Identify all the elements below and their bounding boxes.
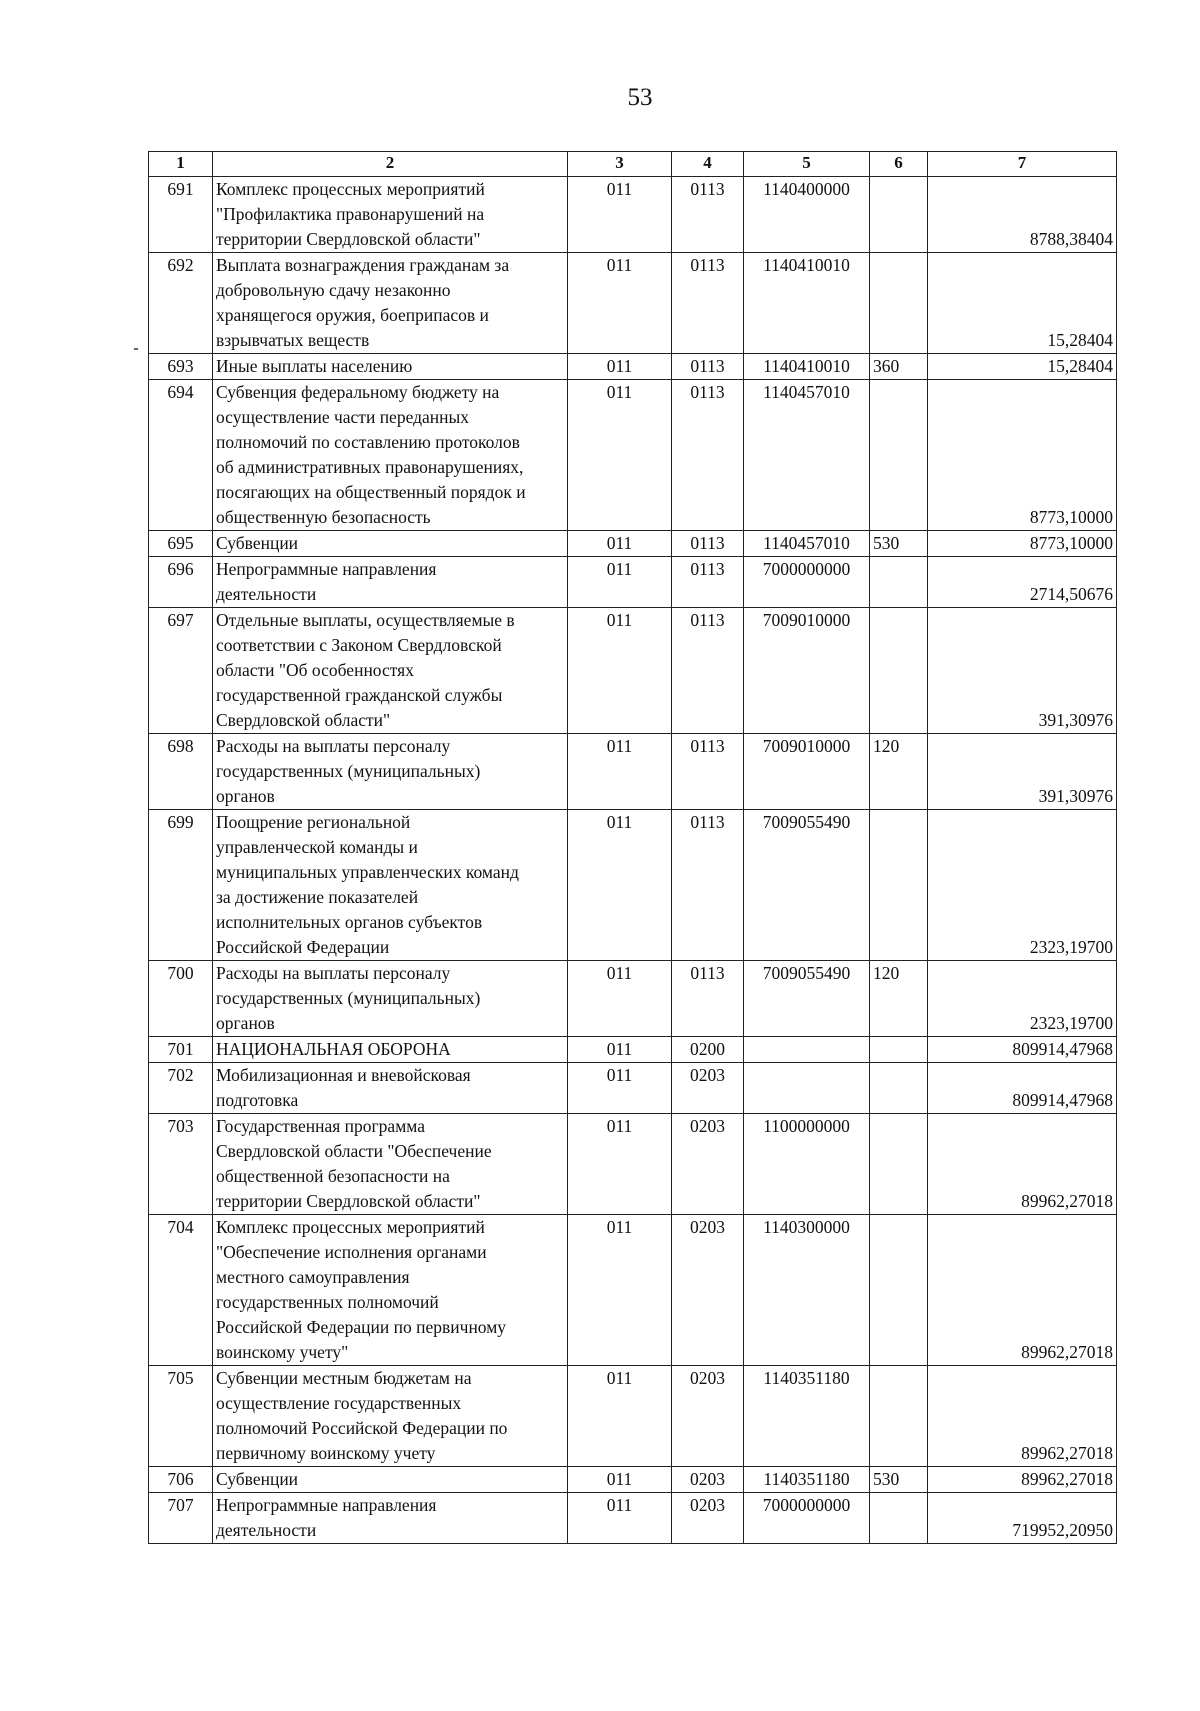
ministry-code-cell: 011 bbox=[568, 810, 672, 961]
row-name-line: Государственная программа bbox=[216, 1116, 425, 1136]
section-code-cell: 0113 bbox=[672, 608, 744, 734]
expense-type-cell bbox=[870, 608, 928, 734]
row-name-cell bbox=[213, 1366, 568, 1467]
row-name-line: "Обеспечение исполнения органами bbox=[216, 1242, 487, 1262]
expense-type-cell bbox=[870, 810, 928, 961]
expense-type-cell: 360 bbox=[870, 354, 928, 380]
row-number-cell: 705 bbox=[149, 1366, 213, 1467]
expense-type-cell bbox=[870, 380, 928, 531]
amount-cell: 8773,10000 bbox=[928, 380, 1117, 531]
section-code-cell: 0113 bbox=[672, 810, 744, 961]
ministry-code-cell: 011 bbox=[568, 354, 672, 380]
row-name-line: Поощрение региональной bbox=[216, 812, 411, 832]
row-number-cell: 703 bbox=[149, 1114, 213, 1215]
row-name-line: первичному воинскому учету bbox=[216, 1443, 436, 1463]
section-code-cell: 0203 bbox=[672, 1467, 744, 1493]
row-name-line: Комплекс процессных мероприятий bbox=[216, 179, 485, 199]
row-name-cell bbox=[213, 1467, 568, 1493]
target-article-cell: 7009010000 bbox=[744, 734, 870, 810]
page-number: 53 bbox=[627, 84, 653, 111]
row-name-line: НАЦИОНАЛЬНАЯ ОБОРОНА bbox=[216, 1039, 451, 1059]
table-row bbox=[149, 253, 1117, 354]
row-name-line: общественную безопасность bbox=[216, 507, 431, 527]
row-number-cell: 695 bbox=[149, 531, 213, 557]
row-name-line: государственных (муниципальных) bbox=[216, 761, 481, 781]
table-row bbox=[149, 354, 1117, 380]
row-name-line: Непрограммные направления bbox=[216, 559, 437, 579]
table-row bbox=[149, 1037, 1117, 1063]
target-article-cell: 1140457010 bbox=[744, 531, 870, 557]
amount-cell: 8788,38404 bbox=[928, 177, 1117, 253]
table-header-row bbox=[149, 152, 1117, 177]
expense-type-cell bbox=[870, 1493, 928, 1544]
row-name-cell bbox=[213, 354, 568, 380]
row-name-line: государственных (муниципальных) bbox=[216, 988, 481, 1008]
ministry-code-cell: 011 bbox=[568, 1037, 672, 1063]
row-name-line: "Профилактика правонарушений на bbox=[216, 204, 485, 224]
row-name-line: Иные выплаты населению bbox=[216, 356, 413, 376]
table-row bbox=[149, 531, 1117, 557]
expense-type-cell bbox=[870, 1063, 928, 1114]
section-code-cell: 0113 bbox=[672, 531, 744, 557]
table-row bbox=[149, 1215, 1117, 1366]
row-number-cell: 694 bbox=[149, 380, 213, 531]
row-number-cell: 693 bbox=[149, 354, 213, 380]
row-number-cell: 699 bbox=[149, 810, 213, 961]
header-cell: 3 bbox=[568, 152, 672, 177]
amount-cell: 719952,20950 bbox=[928, 1493, 1117, 1544]
section-code-cell: 0113 bbox=[672, 354, 744, 380]
target-article-cell: 7000000000 bbox=[744, 1493, 870, 1544]
header-cell: 4 bbox=[672, 152, 744, 177]
row-name-line: осуществление государственных bbox=[216, 1393, 462, 1413]
table-row bbox=[149, 608, 1117, 734]
amount-cell: 89962,27018 bbox=[928, 1215, 1117, 1366]
section-code-cell: 0113 bbox=[672, 557, 744, 608]
table-body bbox=[149, 177, 1117, 1544]
amount-cell: 15,28404 bbox=[928, 354, 1117, 380]
expense-type-cell: 530 bbox=[870, 1467, 928, 1493]
row-number-cell: 696 bbox=[149, 557, 213, 608]
table-row bbox=[149, 734, 1117, 810]
expense-type-cell bbox=[870, 1114, 928, 1215]
row-name-line: Субвенция федеральному бюджету на bbox=[216, 382, 500, 402]
target-article-cell: 1100000000 bbox=[744, 1114, 870, 1215]
header-cell: 1 bbox=[149, 152, 213, 177]
target-article-cell: 7009055490 bbox=[744, 810, 870, 961]
row-name-line: управленческой команды и bbox=[216, 837, 418, 857]
row-name-line: Субвенции местным бюджетам на bbox=[216, 1368, 472, 1388]
amount-cell: 391,30976 bbox=[928, 608, 1117, 734]
amount-cell: 809914,47968 bbox=[928, 1063, 1117, 1114]
row-name-line: органов bbox=[216, 1013, 275, 1033]
row-name-line: органов bbox=[216, 786, 275, 806]
ministry-code-cell: 011 bbox=[568, 531, 672, 557]
target-article-cell bbox=[744, 1037, 870, 1063]
expense-type-cell: 120 bbox=[870, 734, 928, 810]
amount-cell: 391,30976 bbox=[928, 734, 1117, 810]
section-code-cell: 0203 bbox=[672, 1114, 744, 1215]
target-article-cell: 7009055490 bbox=[744, 961, 870, 1037]
table-row bbox=[149, 1063, 1117, 1114]
budget-table bbox=[148, 151, 1117, 1544]
ministry-code-cell: 011 bbox=[568, 557, 672, 608]
table-row bbox=[149, 380, 1117, 531]
target-article-cell: 1140351180 bbox=[744, 1467, 870, 1493]
row-name-line: посягающих на общественный порядок и bbox=[216, 482, 526, 502]
ministry-code-cell: 011 bbox=[568, 380, 672, 531]
row-name-line: Субвенции bbox=[216, 1469, 299, 1489]
row-name-line: Субвенции bbox=[216, 533, 299, 553]
target-article-cell: 1140410010 bbox=[744, 253, 870, 354]
ministry-code-cell: 011 bbox=[568, 734, 672, 810]
amount-cell: 89962,27018 bbox=[928, 1366, 1117, 1467]
row-name-cell bbox=[213, 177, 568, 253]
section-code-cell: 0203 bbox=[672, 1063, 744, 1114]
row-name-line: Отдельные выплаты, осуществляемые в bbox=[216, 610, 515, 630]
amount-cell: 2714,50676 bbox=[928, 557, 1117, 608]
row-name-line: Расходы на выплаты персоналу bbox=[216, 736, 451, 756]
scan-mark bbox=[134, 348, 138, 350]
section-code-cell: 0200 bbox=[672, 1037, 744, 1063]
target-article-cell: 1140457010 bbox=[744, 380, 870, 531]
row-name-cell bbox=[213, 1037, 568, 1063]
row-name-line: Российской Федерации bbox=[216, 937, 390, 957]
header-cell: 2 bbox=[213, 152, 568, 177]
row-name-line: соответствии с Законом Свердловской bbox=[216, 635, 502, 655]
amount-cell: 89962,27018 bbox=[928, 1114, 1117, 1215]
row-name-line: добровольную сдачу незаконно bbox=[216, 280, 451, 300]
row-number-cell: 702 bbox=[149, 1063, 213, 1114]
table-row bbox=[149, 1366, 1117, 1467]
ministry-code-cell: 011 bbox=[568, 608, 672, 734]
section-code-cell: 0113 bbox=[672, 961, 744, 1037]
ministry-code-cell: 011 bbox=[568, 1493, 672, 1544]
row-number-cell: 701 bbox=[149, 1037, 213, 1063]
row-name-line: государственной гражданской службы bbox=[216, 685, 503, 705]
ministry-code-cell: 011 bbox=[568, 1366, 672, 1467]
expense-type-cell bbox=[870, 1366, 928, 1467]
row-name-line: территории Свердловской области" bbox=[216, 229, 481, 249]
row-name-line: Свердловской области "Обеспечение bbox=[216, 1141, 492, 1161]
target-article-cell: 1140351180 bbox=[744, 1366, 870, 1467]
header-cell: 6 bbox=[870, 152, 928, 177]
table-row bbox=[149, 810, 1117, 961]
row-number-cell: 707 bbox=[149, 1493, 213, 1544]
row-name-cell bbox=[213, 810, 568, 961]
row-name-line: муниципальных управленческих команд bbox=[216, 862, 519, 882]
row-name-line: Свердловской области" bbox=[216, 710, 391, 730]
target-article-cell: 7000000000 bbox=[744, 557, 870, 608]
header-cell: 7 bbox=[928, 152, 1117, 177]
table-row bbox=[149, 1467, 1117, 1493]
row-name-line: подготовка bbox=[216, 1090, 299, 1110]
amount-cell: 2323,19700 bbox=[928, 810, 1117, 961]
row-name-line: деятельности bbox=[216, 1520, 317, 1540]
row-name-line: хранящегося оружия, боеприпасов и bbox=[216, 305, 489, 325]
row-name-line: взрывчатых веществ bbox=[216, 330, 370, 350]
amount-cell: 8773,10000 bbox=[928, 531, 1117, 557]
row-name-cell bbox=[213, 734, 568, 810]
expense-type-cell bbox=[870, 1037, 928, 1063]
section-code-cell: 0203 bbox=[672, 1366, 744, 1467]
ministry-code-cell: 011 bbox=[568, 1215, 672, 1366]
row-number-cell: 692 bbox=[149, 253, 213, 354]
row-name-cell bbox=[213, 961, 568, 1037]
row-name-line: территории Свердловской области" bbox=[216, 1191, 481, 1211]
ministry-code-cell: 011 bbox=[568, 253, 672, 354]
row-name-line: Расходы на выплаты персоналу bbox=[216, 963, 451, 983]
target-article-cell: 1140400000 bbox=[744, 177, 870, 253]
table-row bbox=[149, 1493, 1117, 1544]
row-name-cell bbox=[213, 1215, 568, 1366]
table-row bbox=[149, 961, 1117, 1037]
section-code-cell: 0113 bbox=[672, 253, 744, 354]
header-cell: 5 bbox=[744, 152, 870, 177]
row-name-line: государственных полномочий bbox=[216, 1292, 439, 1312]
expense-type-cell: 530 bbox=[870, 531, 928, 557]
target-article-cell: 1140300000 bbox=[744, 1215, 870, 1366]
row-name-line: за достижение показателей bbox=[216, 887, 419, 907]
expense-type-cell bbox=[870, 253, 928, 354]
row-number-cell: 698 bbox=[149, 734, 213, 810]
row-name-line: Комплекс процессных мероприятий bbox=[216, 1217, 485, 1237]
row-name-line: осуществление части переданных bbox=[216, 407, 470, 427]
row-name-line: Непрограммные направления bbox=[216, 1495, 437, 1515]
table-row bbox=[149, 557, 1117, 608]
row-name-line: деятельности bbox=[216, 584, 317, 604]
section-code-cell: 0113 bbox=[672, 177, 744, 253]
expense-type-cell bbox=[870, 177, 928, 253]
expense-type-cell: 120 bbox=[870, 961, 928, 1037]
row-name-line: области "Об особенностях bbox=[216, 660, 414, 680]
row-name-cell bbox=[213, 1493, 568, 1544]
row-name-line: полномочий по составлению протоколов bbox=[216, 432, 520, 452]
section-code-cell: 0113 bbox=[672, 380, 744, 531]
section-code-cell: 0203 bbox=[672, 1215, 744, 1366]
row-name-cell bbox=[213, 608, 568, 734]
section-code-cell: 0203 bbox=[672, 1493, 744, 1544]
amount-cell: 809914,47968 bbox=[928, 1037, 1117, 1063]
ministry-code-cell: 011 bbox=[568, 961, 672, 1037]
ministry-code-cell: 011 bbox=[568, 1063, 672, 1114]
target-article-cell bbox=[744, 1063, 870, 1114]
table-row bbox=[149, 177, 1117, 253]
row-name-cell bbox=[213, 531, 568, 557]
row-name-line: общественной безопасности на bbox=[216, 1166, 450, 1186]
row-name-line: Выплата вознаграждения гражданам за bbox=[216, 255, 510, 275]
row-number-cell: 700 bbox=[149, 961, 213, 1037]
row-number-cell: 704 bbox=[149, 1215, 213, 1366]
target-article-cell: 7009010000 bbox=[744, 608, 870, 734]
row-number-cell: 691 bbox=[149, 177, 213, 253]
row-name-cell bbox=[213, 253, 568, 354]
ministry-code-cell: 011 bbox=[568, 1467, 672, 1493]
table-row bbox=[149, 1114, 1117, 1215]
row-name-line: Мобилизационная и вневойсковая bbox=[216, 1065, 471, 1085]
amount-cell: 15,28404 bbox=[928, 253, 1117, 354]
row-name-line: Российской Федерации по первичному bbox=[216, 1317, 507, 1337]
expense-type-cell bbox=[870, 557, 928, 608]
row-name-line: исполнительных органов субъектов bbox=[216, 912, 483, 932]
row-name-line: местного самоуправления bbox=[216, 1267, 410, 1287]
row-name-line: воинскому учету" bbox=[216, 1342, 349, 1362]
row-name-cell bbox=[213, 557, 568, 608]
row-name-line: полномочий Российской Федерации по bbox=[216, 1418, 508, 1438]
row-number-cell: 706 bbox=[149, 1467, 213, 1493]
expense-type-cell bbox=[870, 1215, 928, 1366]
row-name-cell bbox=[213, 1063, 568, 1114]
ministry-code-cell: 011 bbox=[568, 1114, 672, 1215]
section-code-cell: 0113 bbox=[672, 734, 744, 810]
amount-cell: 89962,27018 bbox=[928, 1467, 1117, 1493]
amount-cell: 2323,19700 bbox=[928, 961, 1117, 1037]
target-article-cell: 1140410010 bbox=[744, 354, 870, 380]
row-number-cell: 697 bbox=[149, 608, 213, 734]
row-name-cell bbox=[213, 380, 568, 531]
ministry-code-cell: 011 bbox=[568, 177, 672, 253]
row-name-cell bbox=[213, 1114, 568, 1215]
row-name-line: об административных правонарушениях, bbox=[216, 457, 524, 477]
